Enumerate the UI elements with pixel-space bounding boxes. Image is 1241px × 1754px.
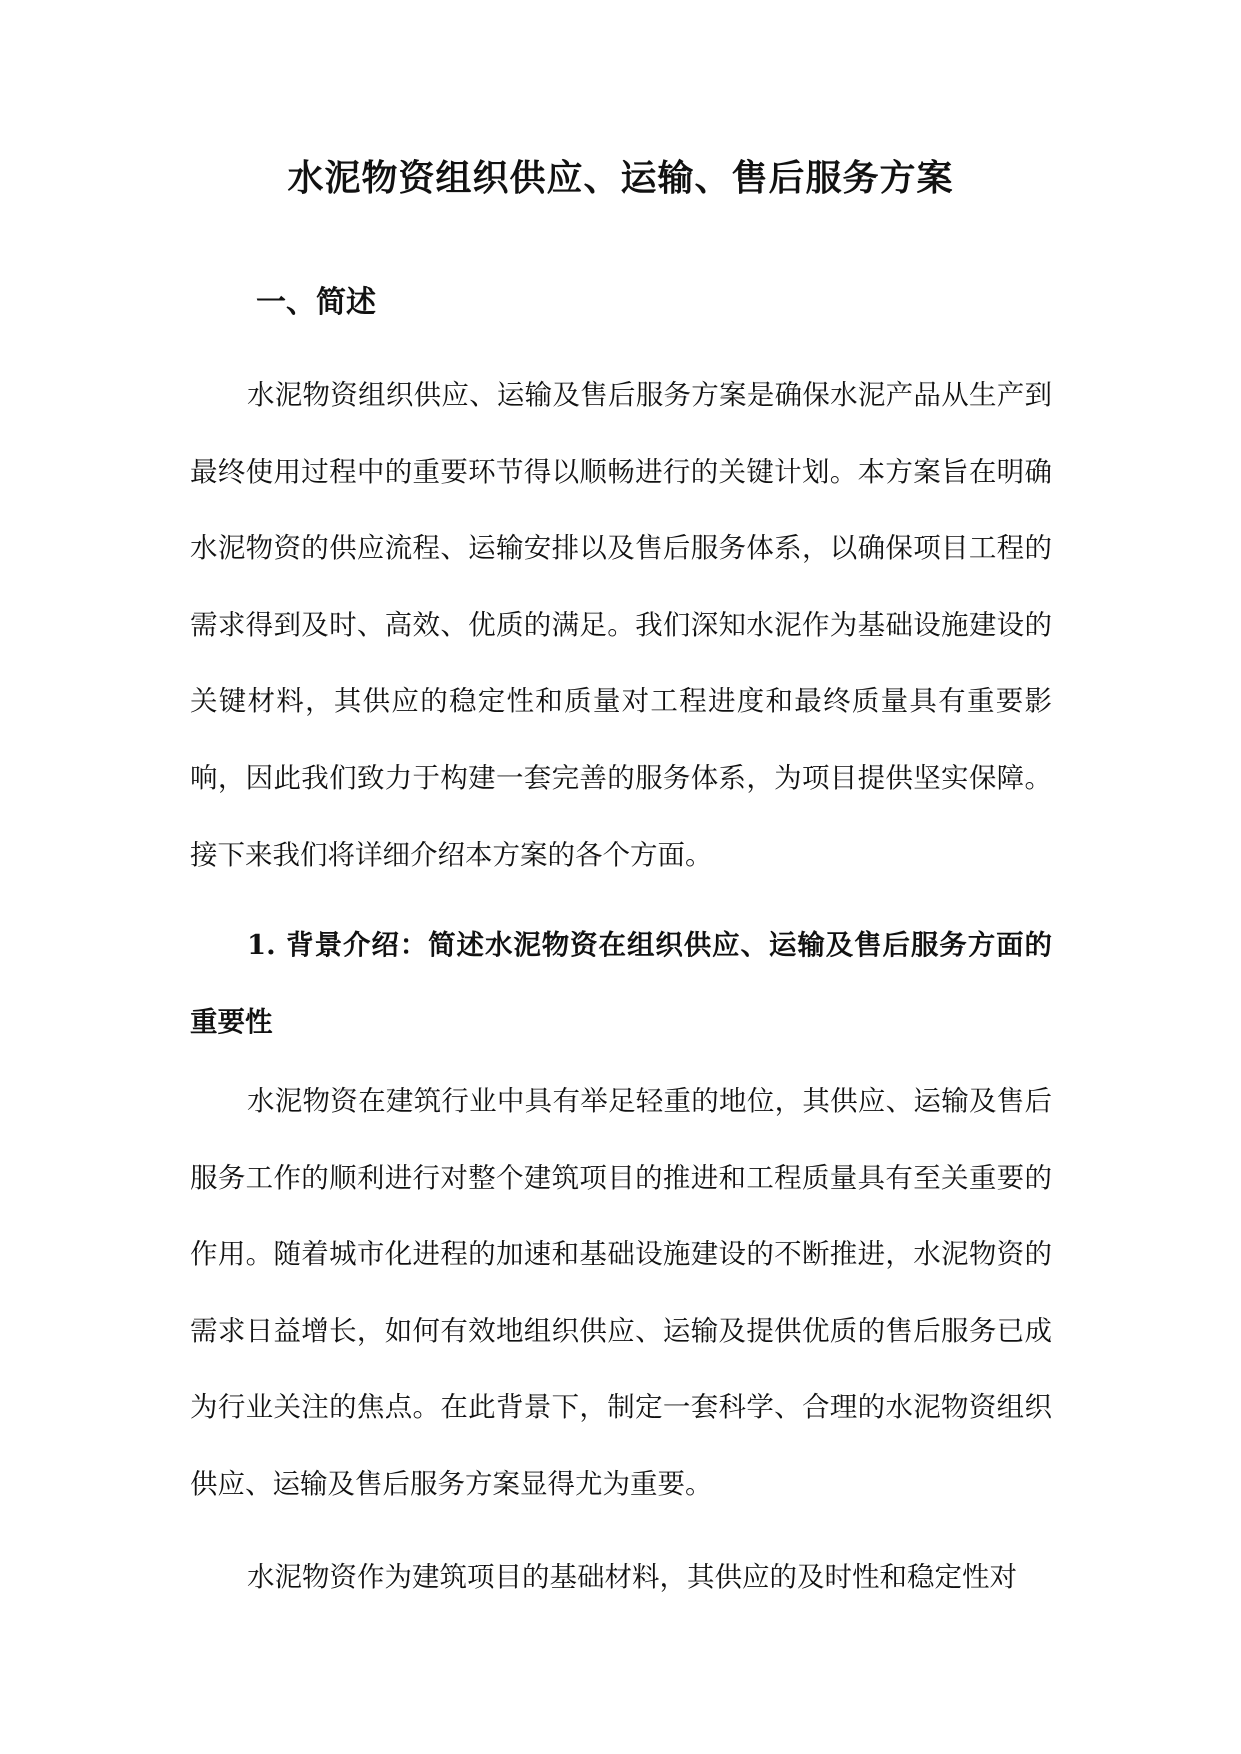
document-title: 水泥物资组织供应、运输、售后服务方案: [287, 157, 954, 199]
subsection-heading-background: 1. 背景介绍：简述水泥物资在组织供应、运输及售后服务方面的重要性: [190, 929, 1052, 1038]
section-heading-overview: 一、简述: [256, 285, 376, 320]
overview-paragraph: 水泥物资组织供应、运输及售后服务方案是确保水泥产品从生产到最终使用过程中的重要环节得以顺畅进行的关键计划。本方案旨在明确水泥物资的供应流程、运输安排以及售后服务体系，以确保项目工程的需求得到及时、高效、优质的满足。我们深知水泥作为基础设施建设的关键材料，其供应的稳定性和质量对工程进度和最终质量具有重要影响，因此我们致力于构建一套完善的服务体系，为项目提供坚实保障。接下来我们将详细介绍本方案的各个方面。: [190, 379, 1052, 871]
background-paragraph-2: 水泥物资作为建筑项目的基础材料，其供应的及时性和稳定性对: [247, 1561, 1017, 1593]
background-paragraph-1: 水泥物资在建筑行业中具有举足轻重的地位，其供应、运输及售后服务工作的顺利进行对整个建筑项目的推进和工程质量具有至关重要的作用。随着城市化进程的加速和基础设施建设的不断推进，水泥物资的需求日益增长，如何有效地组织供应、运输及提供优质的售后服务已成为行业关注的焦点。在此背景下，制定一套科学、合理的水泥物资组织供应、运输及售后服务方案显得尤为重要。: [190, 1085, 1052, 1500]
